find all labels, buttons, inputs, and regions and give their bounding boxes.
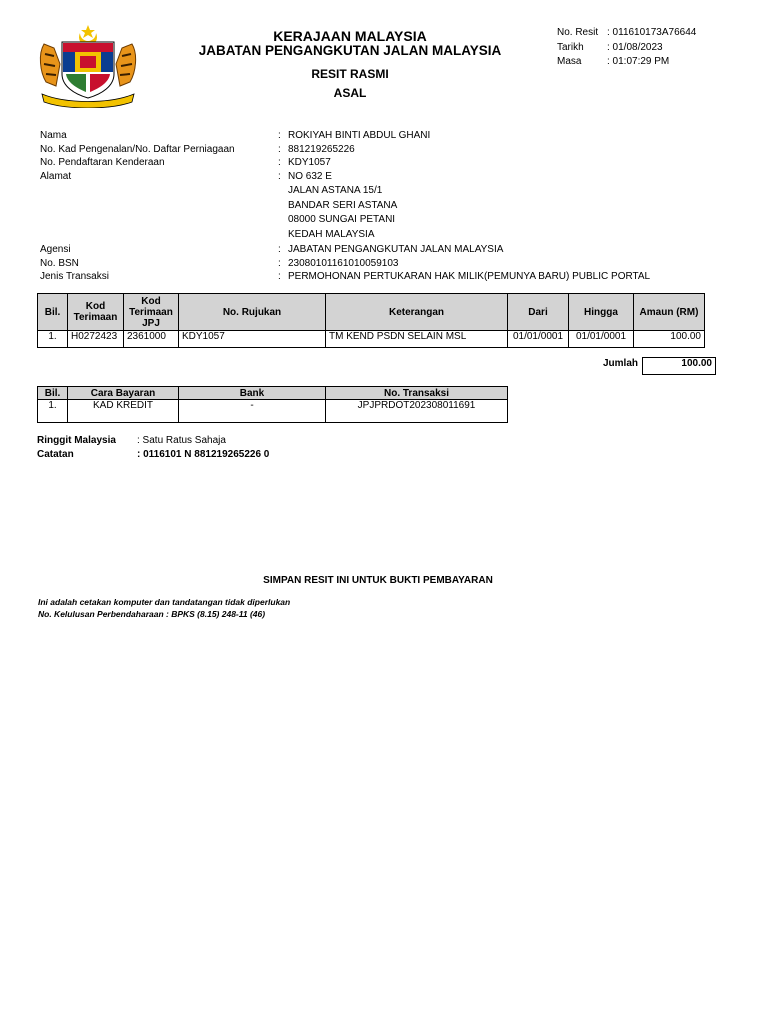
total-row <box>37 357 716 375</box>
col-kod-terimaan: Kod Terimaan <box>68 294 124 331</box>
cell-kod-terimaan-jpj: 2361000 <box>124 331 179 348</box>
col-cara-bayaran: Cara Bayaran <box>68 387 179 400</box>
cell-cara-bayaran: KAD KREDIT <box>68 400 179 423</box>
alamat-label: Alamat <box>40 170 72 182</box>
government-title: KERAJAAN MALAYSIA <box>273 28 427 44</box>
department-title: JABATAN PENGANGKUTAN JALAN MALAYSIA <box>198 43 502 58</box>
alamat-line-1: NO 632 E <box>288 170 332 182</box>
cell-kod-terimaan: H0272423 <box>68 331 124 348</box>
separator: : <box>278 257 281 269</box>
cell-keterangan: TM KEND PSDN SELAIN MSL <box>326 331 508 348</box>
col-no-transaksi: No. Transaksi <box>326 387 508 400</box>
amount-in-words <box>37 434 269 462</box>
separator: : <box>278 130 281 141</box>
table-row <box>38 400 508 423</box>
separator: : <box>278 143 281 155</box>
ringgit-value: : Satu Ratus Sahaja <box>137 435 226 446</box>
nama-label: Nama <box>40 130 67 141</box>
treasury-approval-note: No. Kelulusan Perbendaharaan : BPKS (8.15) 248-11 (46) <box>38 609 266 619</box>
no-resit-label: No. Resit <box>557 27 599 38</box>
tarikh-label: Tarikh <box>557 41 584 53</box>
col-amaun: Amaun (RM) <box>634 294 705 331</box>
cell-bil: 1. <box>38 331 68 348</box>
cell-bil: 1. <box>38 400 68 423</box>
cell-bank: - <box>179 400 326 423</box>
table-header-row <box>38 387 508 400</box>
ringgit-label: Ringgit Malaysia <box>37 435 116 446</box>
col-bil: Bil. <box>38 387 68 400</box>
tarikh-value: : 01/08/2023 <box>607 41 663 53</box>
receipt-type-title: RESIT RASMI <box>311 67 389 81</box>
table-row <box>38 331 705 348</box>
alamat-line-4: 08000 SUNGAI PETANI <box>288 214 396 225</box>
malaysia-coat-of-arms-logo <box>36 24 140 108</box>
col-bank: Bank <box>179 387 326 400</box>
agensi-value: JABATAN PENGANGKUTAN JALAN MALAYSIA <box>288 244 504 255</box>
col-kod-terimaan-jpj: Kod Terimaan JPJ <box>124 294 179 331</box>
catatan-value: : 0116101 N 881219265226 0 <box>137 449 270 460</box>
cell-no-rujukan: KDY1057 <box>179 331 326 348</box>
separator: : <box>278 170 281 182</box>
col-dari: Dari <box>508 294 569 331</box>
receipt-meta <box>557 26 696 70</box>
footer-notes <box>38 596 290 620</box>
alamat-line-5: KEDAH MALAYSIA <box>288 228 375 240</box>
bsn-label: No. BSN <box>40 257 79 269</box>
table-header-row <box>38 294 705 331</box>
bsn-value: 23080101161010059103 <box>288 257 399 269</box>
receipt-items-table <box>37 293 705 348</box>
computer-print-note: Ini adalah cetakan komputer dan tandatangan tidak diperlukan <box>38 597 291 607</box>
kad-value: 881219265226 <box>288 143 355 155</box>
cell-dari: 01/01/0001 <box>508 331 569 348</box>
col-hingga: Hingga <box>569 294 634 331</box>
jenis-transaksi-value: PERMOHONAN PERTUKARAN HAK MILIK(PEMUNYA BARU) PUBLIC PORTAL <box>288 271 651 282</box>
cell-no-transaksi: JPJPRDOT202308011691 <box>326 400 508 423</box>
jumlah-label: Jumlah <box>37 358 643 375</box>
masa-label: Masa <box>557 56 582 67</box>
keep-receipt-notice: SIMPAN RESIT INI UNTUK BUKTI PEMBAYARAN <box>263 575 493 586</box>
col-bil: Bil. <box>38 294 68 331</box>
cell-hingga: 01/01/0001 <box>569 331 634 348</box>
alamat-line-3: BANDAR SERI ASTANA <box>288 199 398 211</box>
col-keterangan: Keterangan <box>326 294 508 331</box>
no-resit-value: : 011610173A76644 <box>607 27 697 38</box>
masa-value: : 01:07:29 PM <box>607 56 670 67</box>
receipt-copy-label: ASAL <box>333 86 367 100</box>
payment-table <box>37 386 508 423</box>
kad-label: No. Kad Pengenalan/No. Daftar Perniagaan <box>40 143 235 155</box>
separator: : <box>278 244 281 255</box>
jumlah-value: 100.00 <box>643 358 716 375</box>
separator: : <box>278 157 281 168</box>
kenderaan-value: KDY1057 <box>288 157 331 168</box>
alamat-line-2: JALAN ASTANA 15/1 <box>288 185 383 196</box>
agensi-label: Agensi <box>40 244 71 255</box>
jenis-transaksi-label: Jenis Transaksi <box>40 271 109 282</box>
nama-value: ROKIYAH BINTI ABDUL GHANI <box>288 130 431 141</box>
separator: : <box>278 271 281 282</box>
kenderaan-label: No. Pendaftaran Kenderaan <box>40 157 165 168</box>
catatan-label: Catatan <box>37 449 74 460</box>
col-no-rujukan: No. Rujukan <box>179 294 326 331</box>
cell-amaun: 100.00 <box>634 331 705 348</box>
